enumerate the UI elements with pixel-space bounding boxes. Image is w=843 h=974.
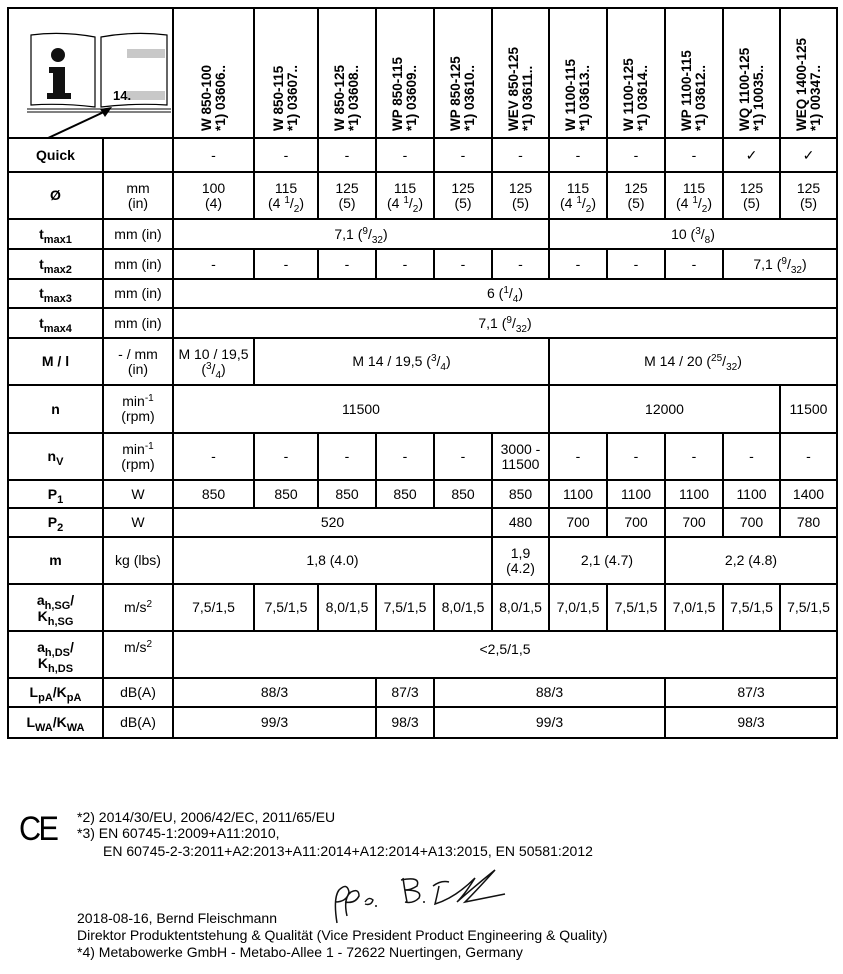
cell: - <box>434 433 492 480</box>
cell: 1100 <box>723 480 780 508</box>
row-sound-pressure <box>8 678 837 707</box>
cell: 850 <box>492 480 549 508</box>
checkmark-icon: ✓ <box>723 138 780 172</box>
cell: 1100 <box>665 480 723 508</box>
row-quick <box>8 138 837 172</box>
row-diameter <box>8 172 837 219</box>
row-label: n <box>8 385 103 433</box>
cell: 115 (4 $^1/_2$) <box>254 172 318 219</box>
cell: - <box>173 433 254 480</box>
row-p1 <box>8 480 837 508</box>
cell: - <box>549 433 607 480</box>
cell: - <box>492 249 549 279</box>
model-header: WEV 850-125 *1) 03611.. <box>492 8 549 138</box>
cell: 7,5/1,5 <box>376 584 434 631</box>
row-label: $a_{h,DS}/$ $K_{h,DS}$ <box>8 631 103 678</box>
row-p2 <box>8 508 837 537</box>
cell: - <box>665 249 723 279</box>
model-header: W 1100-125 *1) 03614.. <box>607 8 665 138</box>
row-label: $P_2$ <box>8 508 103 537</box>
cell: 850 <box>318 480 376 508</box>
row-label: $L_{pA}/K_{pA}$ <box>8 678 103 707</box>
cell: 100 (4) <box>173 172 254 219</box>
row-unit: mm (in) <box>103 279 173 308</box>
cell: 7,0/1,5 <box>665 584 723 631</box>
cell: 12000 <box>549 385 780 433</box>
model-header: WP 1100-115 *1) 03612.. <box>665 8 723 138</box>
manual-reference-cell <box>8 8 173 138</box>
cell: 115 (4 $^1/_2$) <box>549 172 607 219</box>
row-label: $t_{max3}$ <box>8 279 103 308</box>
cell: - <box>318 138 376 172</box>
cell: M 14 / 20 $(^{25}/_{32})$ <box>549 338 837 385</box>
technical-data-table <box>7 7 838 739</box>
cell: 700 <box>723 508 780 537</box>
cell: - <box>665 138 723 172</box>
cell: - <box>434 249 492 279</box>
cell: 7,1 $(^9/_{32})$ <box>723 249 837 279</box>
row-unit: - / mm (in) <box>103 338 173 385</box>
cell: 7,5/1,5 <box>723 584 780 631</box>
row-unit: $\min^{-1}$ (rpm) <box>103 385 173 433</box>
cell: 700 <box>549 508 607 537</box>
cell: 850 <box>434 480 492 508</box>
row-unit: W <box>103 508 173 537</box>
row-tmax4 <box>8 308 837 338</box>
cell: 8,0/1,5 <box>434 584 492 631</box>
cell: 115 (4 $^1/_2$) <box>665 172 723 219</box>
cell: - <box>254 433 318 480</box>
cell: M 14 / 19,5 $(^3/_4)$ <box>254 338 549 385</box>
row-unit: mm (in) <box>103 308 173 338</box>
cell: - <box>549 249 607 279</box>
model-header: WP 850-125 *1) 03610.. <box>434 8 492 138</box>
cell: - <box>318 249 376 279</box>
row-unit: $m/s^2$ <box>103 631 173 678</box>
signature <box>325 868 525 928</box>
cell: 99/3 <box>173 707 376 738</box>
cell: 850 <box>173 480 254 508</box>
row-label: $a_{h,SG}/$ $K_{h,SG}$ <box>8 584 103 631</box>
cell: 10 $(^3/_8)$ <box>549 219 837 249</box>
row-speed <box>8 385 837 433</box>
cell: 7,1 $(^9/_{32})$ <box>173 219 549 249</box>
footnote-standards-cont: EN 60745-2-3:2011+A2:2013+A11:2014+A12:2014+A13:2015, EN 50581:2012 <box>103 843 593 859</box>
cell: 1100 <box>607 480 665 508</box>
row-tmax3 <box>8 279 837 308</box>
row-unit: W <box>103 480 173 508</box>
cell: 87/3 <box>665 678 837 707</box>
header-row <box>8 8 837 138</box>
row-label: Ø <box>8 172 103 219</box>
cell: - <box>434 138 492 172</box>
row-mass <box>8 537 837 584</box>
cell: 7,5/1,5 <box>173 584 254 631</box>
cell: 125 (5) <box>723 172 780 219</box>
cell: 8,0/1,5 <box>492 584 549 631</box>
cell: M 10 / 19,5 $(^3/_4)$ <box>173 338 254 385</box>
cell: 6 $(^1/_4)$ <box>173 279 837 308</box>
footnote-standards: *3) EN 60745-1:2009+A11:2010, <box>77 825 280 841</box>
model-header: WEQ 1400-125 *1) 00347.. <box>780 8 837 138</box>
cell: - <box>492 138 549 172</box>
cell: 125 (5) <box>780 172 837 219</box>
model-header: W 850-100 *1) 03606.. <box>173 8 254 138</box>
row-label: Quick <box>8 138 103 172</box>
cell: 125 (5) <box>318 172 376 219</box>
cell: 8,0/1,5 <box>318 584 376 631</box>
row-label: $t_{max1}$ <box>8 219 103 249</box>
signatory-title: Direktor Produktentstehung & Qualität (Vice President Product Engineering & Quality) <box>77 927 608 943</box>
model-header: WQ 1100-125 *1) 10035.. <box>723 8 780 138</box>
cell: 98/3 <box>665 707 837 738</box>
cell: - <box>254 249 318 279</box>
cell: 115 (4 $^1/_2$) <box>376 172 434 219</box>
row-unit <box>103 138 173 172</box>
cell: 11500 <box>780 385 837 433</box>
cell: - <box>607 138 665 172</box>
cell: 87/3 <box>376 678 434 707</box>
cell: 520 <box>173 508 492 537</box>
cell: - <box>376 433 434 480</box>
row-label: $t_{max2}$ <box>8 249 103 279</box>
footnote-directives: *2) 2014/30/EU, 2006/42/EC, 2011/65/EU <box>77 809 336 825</box>
row-label: $t_{max4}$ <box>8 308 103 338</box>
row-unit: kg (lbs) <box>103 537 173 584</box>
cell: 88/3 <box>434 678 665 707</box>
row-unit: mm (in) <box>103 219 173 249</box>
model-header: W 1100-115 *1) 03613.. <box>549 8 607 138</box>
cell: 99/3 <box>434 707 665 738</box>
cell: 480 <box>492 508 549 537</box>
cell: 700 <box>607 508 665 537</box>
row-thread <box>8 338 837 385</box>
cell: 1100 <box>549 480 607 508</box>
cell: 11500 <box>173 385 549 433</box>
cell: - <box>173 249 254 279</box>
row-label: $P_1$ <box>8 480 103 508</box>
checkmark-icon: ✓ <box>780 138 837 172</box>
row-unit: dB(A) <box>103 707 173 738</box>
model-header: W 850-115 *1) 03607.. <box>254 8 318 138</box>
row-unit: dB(A) <box>103 678 173 707</box>
row-tmax1 <box>8 219 837 249</box>
cell: 7,1 $(^9/_{32})$ <box>173 308 837 338</box>
cell: <2,5/1,5 <box>173 631 837 678</box>
row-label: $L_{WA}/K_{WA}$ <box>8 707 103 738</box>
ce-mark-icon: CE <box>19 810 57 848</box>
cell: 7,5/1,5 <box>780 584 837 631</box>
row-variable-speed <box>8 433 837 480</box>
row-unit: $m/s^2$ <box>103 584 173 631</box>
cell: 850 <box>254 480 318 508</box>
cell: 780 <box>780 508 837 537</box>
cell: - <box>665 433 723 480</box>
cell: 7,5/1,5 <box>607 584 665 631</box>
cell: - <box>376 249 434 279</box>
row-vibration-ds <box>8 631 837 678</box>
row-unit: mm (in) <box>103 249 173 279</box>
cell: - <box>376 138 434 172</box>
cell: 7,5/1,5 <box>254 584 318 631</box>
signatory-date-name: 2018-08-16, Bernd Fleischmann <box>77 910 278 926</box>
manufacturer-address: *4) Metabowerke GmbH - Metabo-Allee 1 - 72622 Nuertingen, Germany <box>77 944 523 960</box>
cell: 125 (5) <box>492 172 549 219</box>
cell: 850 <box>376 480 434 508</box>
cell: 7,0/1,5 <box>549 584 607 631</box>
cell: - <box>780 433 837 480</box>
cell: - <box>723 433 780 480</box>
cell: 1400 <box>780 480 837 508</box>
cell: 125 (5) <box>434 172 492 219</box>
cell: 3000 - 11500 <box>492 433 549 480</box>
cell: 1,9 (4.2) <box>492 537 549 584</box>
cell: 125 (5) <box>607 172 665 219</box>
cell: 2,1 (4.7) <box>549 537 665 584</box>
row-unit: $\min^{-1}$ (rpm) <box>103 433 173 480</box>
row-label: m <box>8 537 103 584</box>
cell: - <box>607 433 665 480</box>
cell: - <box>607 249 665 279</box>
row-unit: mm (in) <box>103 172 173 219</box>
row-label: M / l <box>8 338 103 385</box>
arrow-icon <box>44 105 114 138</box>
model-header: WP 850-115 *1) 03609.. <box>376 8 434 138</box>
cell: - <box>173 138 254 172</box>
row-sound-power <box>8 707 837 738</box>
cell: - <box>318 433 376 480</box>
row-label: $n_V$ <box>8 433 103 480</box>
cell: 700 <box>665 508 723 537</box>
model-header: W 850-125 *1) 03608.. <box>318 8 376 138</box>
cell: 1,8 (4.0) <box>173 537 492 584</box>
cell: 88/3 <box>173 678 376 707</box>
manual-page-ref: 14. <box>113 88 132 103</box>
cell: - <box>254 138 318 172</box>
row-tmax2 <box>8 249 837 279</box>
cell: 2,2 (4.8) <box>665 537 837 584</box>
cell: - <box>549 138 607 172</box>
cell: 98/3 <box>376 707 434 738</box>
row-vibration-sg <box>8 584 837 631</box>
